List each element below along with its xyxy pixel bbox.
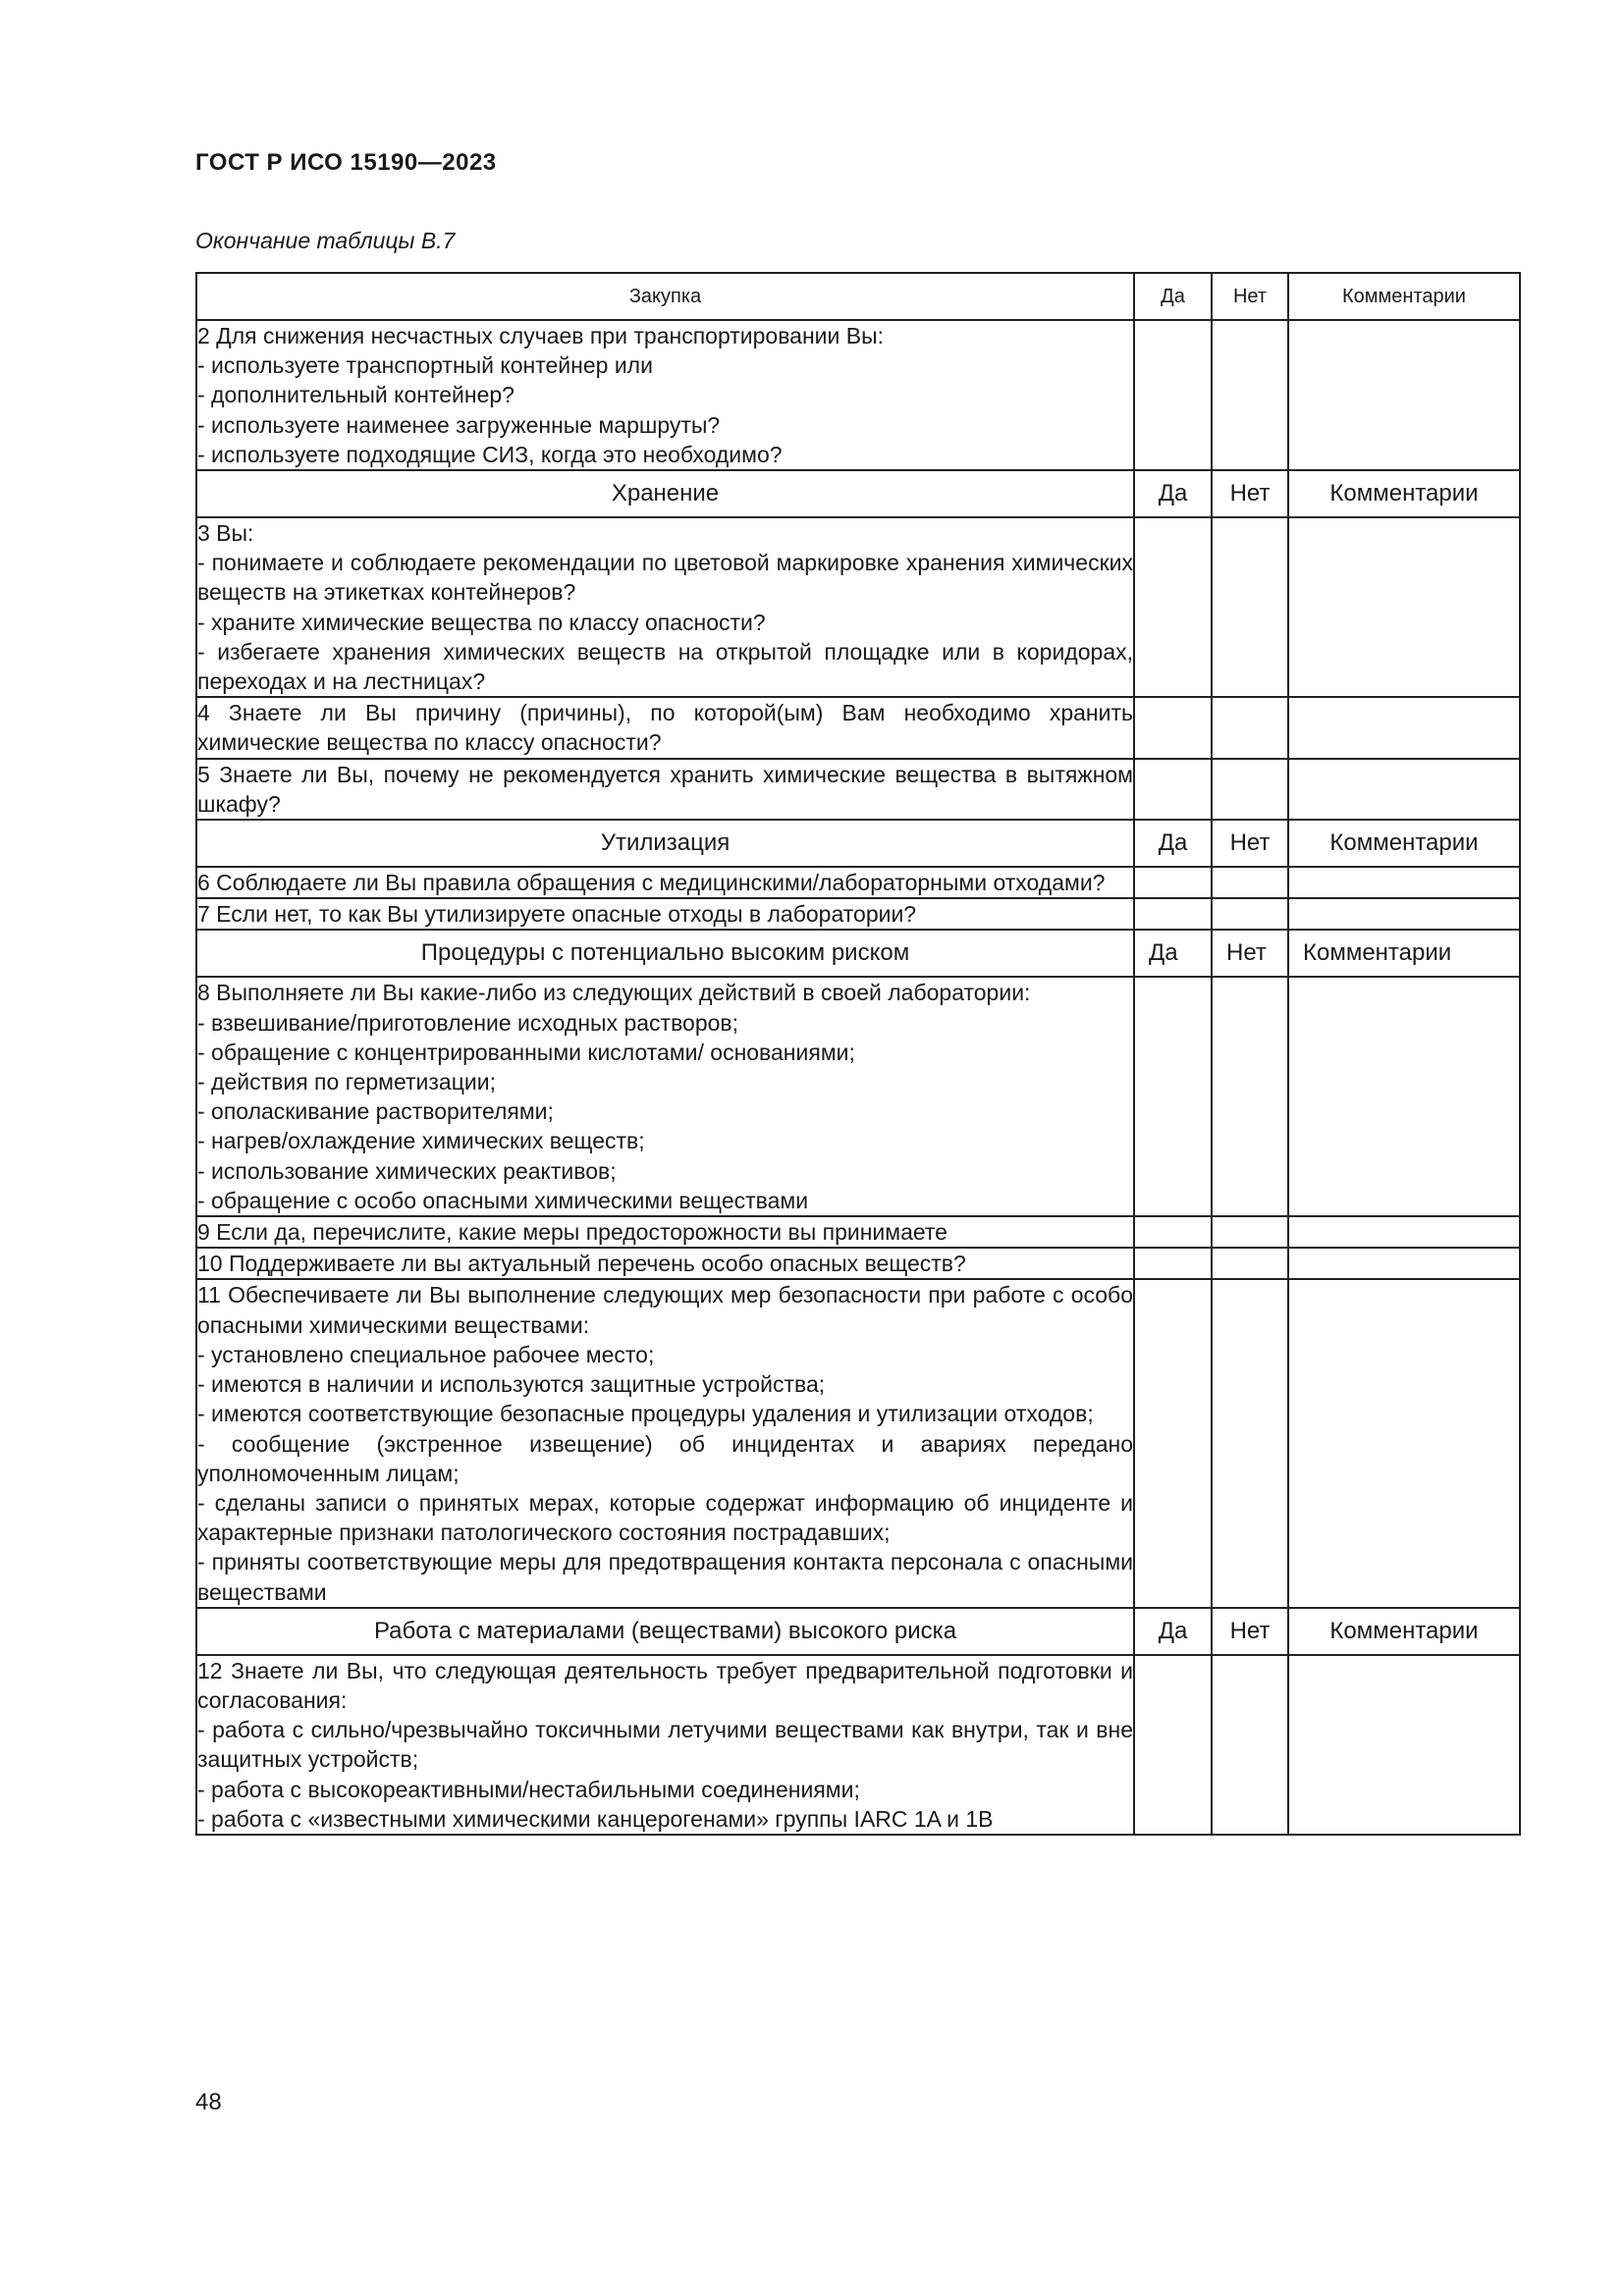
question-line: - обращение с особо опасными химическими веществами [197, 1187, 809, 1213]
answer-no-cell[interactable] [1212, 1216, 1288, 1248]
question-line: - храните химические вещества по классу опасности? [197, 609, 766, 635]
table-row [196, 1248, 1520, 1279]
answer-yes-cell[interactable] [1134, 1279, 1212, 1607]
question-line: - работа с сильно/чрезвычайно токсичными летучими веществами как внутри, так и вне защитных устройств; [197, 1717, 1133, 1773]
column-yes-header: Да [1134, 1608, 1212, 1655]
column-yes-header: Да [1134, 820, 1212, 867]
section-title: Хранение [196, 470, 1134, 517]
question-line: - работа с высокореактивными/нестабильными соединениями; [197, 1776, 860, 1802]
question-line: - сделаны записи о принятых мерах, которые содержат информацию об инциденте и характерные признаки патологического состояния пострадавших; [197, 1489, 1133, 1546]
table-row [196, 977, 1520, 1216]
question-cell [196, 697, 1134, 758]
checklist-table [195, 272, 1521, 1836]
answer-no-cell[interactable] [1212, 517, 1288, 697]
section-title: Утилизация [196, 820, 1134, 867]
answer-yes-cell[interactable] [1134, 977, 1212, 1216]
comment-cell[interactable] [1288, 320, 1520, 470]
section-header-row [196, 820, 1520, 867]
section-title: Закупка [196, 273, 1134, 320]
comment-cell[interactable] [1288, 1279, 1520, 1607]
column-comments-header: Комментарии [1288, 930, 1520, 977]
answer-no-cell[interactable] [1212, 320, 1288, 470]
question-line: 4 Знаете ли Вы причину (причины), по которой(ым) Вам необходимо хранить химические вещества по классу опасности? [197, 700, 1133, 756]
column-comments-header: Комментарии [1288, 470, 1520, 517]
question-line: - дополнительный контейнер? [197, 382, 514, 408]
question-cell [196, 977, 1134, 1216]
table-row [196, 867, 1520, 898]
question-cell [196, 320, 1134, 470]
document-header: ГОСТ Р ИСО 15190—2023 [195, 149, 497, 176]
section-header-row [196, 470, 1520, 517]
section-header-row [196, 930, 1520, 977]
column-no-header: Нет [1212, 930, 1288, 977]
answer-no-cell[interactable] [1212, 1655, 1288, 1835]
question-line: - ополаскивание растворителями; [197, 1098, 554, 1125]
section-header-row [196, 1608, 1520, 1655]
question-line: - приняты соответствующие меры для предотвращения контакта персонала с опасными веществами [197, 1549, 1133, 1605]
comment-cell[interactable] [1288, 697, 1520, 758]
column-comments-header: Комментарии [1288, 1608, 1520, 1655]
table-row [196, 697, 1520, 758]
question-line: - используете наименее загруженные маршруты? [197, 411, 721, 438]
question-line: - установлено специальное рабочее место; [197, 1341, 655, 1367]
question-line: 10 Поддерживаете ли вы актуальный перечень особо опасных веществ? [197, 1251, 966, 1277]
column-yes-header: Да [1134, 470, 1212, 517]
question-cell [196, 517, 1134, 697]
question-line: - понимаете и соблюдаете рекомендации по цветовой маркировке хранения химических веществ на этикетках контейнеров? [197, 550, 1133, 606]
question-cell [196, 1279, 1134, 1607]
answer-yes-cell[interactable] [1134, 759, 1212, 820]
comment-cell[interactable] [1288, 517, 1520, 697]
column-no-header: Нет [1212, 273, 1288, 320]
comment-cell[interactable] [1288, 977, 1520, 1216]
question-line: 11 Обеспечиваете ли Вы выполнение следующих мер безопасности при работе с особо опасными химическими веществами: [197, 1282, 1133, 1338]
question-line: - сообщение (экстренное извещение) об инцидентах и авариях передано уполномоченным лицам; [197, 1430, 1133, 1486]
column-comments-header: Комментарии [1288, 273, 1520, 320]
comment-cell[interactable] [1288, 1216, 1520, 1248]
question-line: - взвешивание/приготовление исходных растворов; [197, 1009, 739, 1036]
comment-cell[interactable] [1288, 1248, 1520, 1279]
question-line: - обращение с концентрированными кислотами/ основаниями; [197, 1039, 855, 1065]
question-cell [196, 898, 1134, 930]
question-line: 7 Если нет, то как Вы утилизируете опасные отходы в лаборатории? [197, 901, 917, 928]
table-row [196, 1279, 1520, 1607]
section-title: Работа с материалами (веществами) высокого риска [196, 1608, 1134, 1655]
answer-yes-cell[interactable] [1134, 517, 1212, 697]
comment-cell[interactable] [1288, 898, 1520, 930]
column-yes-header: Да [1134, 273, 1212, 320]
page-number: 48 [195, 2089, 222, 2115]
table-row [196, 1216, 1520, 1248]
comment-cell[interactable] [1288, 1655, 1520, 1835]
answer-yes-cell[interactable] [1134, 1248, 1212, 1279]
table-row [196, 1655, 1520, 1835]
question-line: 8 Выполняете ли Вы какие-либо из следующих действий в своей лаборатории: [197, 980, 1031, 1006]
column-no-header: Нет [1212, 470, 1288, 517]
table-row [196, 898, 1520, 930]
answer-no-cell[interactable] [1212, 759, 1288, 820]
answer-no-cell[interactable] [1212, 697, 1288, 758]
question-line: 12 Знаете ли Вы, что следующая деятельность требует предварительной подготовки и согласования: [197, 1657, 1133, 1713]
answer-no-cell[interactable] [1212, 977, 1288, 1216]
answer-no-cell[interactable] [1212, 867, 1288, 898]
question-line: - используете подходящие СИЗ, когда это необходимо? [197, 441, 783, 467]
question-cell [196, 759, 1134, 820]
question-cell [196, 1216, 1134, 1248]
table-caption: Окончание таблицы В.7 [195, 228, 456, 253]
answer-no-cell[interactable] [1212, 1248, 1288, 1279]
table-row [196, 759, 1520, 820]
question-line: - использование химических реактивов; [197, 1157, 617, 1184]
column-comments-header: Комментарии [1288, 820, 1520, 867]
column-no-header: Нет [1212, 820, 1288, 867]
question-cell [196, 867, 1134, 898]
answer-yes-cell[interactable] [1134, 1216, 1212, 1248]
question-line: 2 Для снижения несчастных случаев при транспортировании Вы: [197, 323, 885, 348]
answer-yes-cell[interactable] [1134, 320, 1212, 470]
question-line: 5 Знаете ли Вы, почему не рекомендуется хранить химические вещества в вытяжном шкафу? [197, 761, 1133, 817]
answer-no-cell[interactable] [1212, 898, 1288, 930]
column-yes-header: Да [1134, 930, 1212, 977]
question-line: - нагрев/охлаждение химических веществ; [197, 1128, 645, 1154]
table-row [196, 320, 1520, 470]
question-line: - используете транспортный контейнер или [197, 352, 653, 379]
answer-yes-cell[interactable] [1134, 1655, 1212, 1835]
answer-yes-cell[interactable] [1134, 867, 1212, 898]
question-line: 3 Вы: [197, 520, 254, 547]
question-line: - имеются в наличии и используются защитные устройства; [197, 1371, 826, 1398]
answer-yes-cell[interactable] [1134, 697, 1212, 758]
answer-yes-cell[interactable] [1134, 898, 1212, 930]
table-row [196, 517, 1520, 697]
column-no-header: Нет [1212, 1608, 1288, 1655]
question-cell [196, 1248, 1134, 1279]
question-line: - избегаете хранения химических веществ на открытой площадке или в коридорах, переходах и на лестницах? [197, 638, 1133, 695]
comment-cell[interactable] [1288, 759, 1520, 820]
question-line: 6 Соблюдаете ли Вы правила обращения с медицинскими/лабораторными отходами? [197, 870, 1106, 896]
question-cell [196, 1655, 1134, 1835]
question-line: - работа с «известными химическими канцерогенами» группы IARC 1A и 1B [197, 1805, 994, 1832]
answer-no-cell[interactable] [1212, 1279, 1288, 1607]
question-line: - действия по герметизации; [197, 1069, 496, 1095]
question-line: 9 Если да, перечислите, какие меры предосторожности вы принимаете [197, 1219, 947, 1246]
section-title: Процедуры с потенциально высоким риском [196, 930, 1134, 977]
question-line: - имеются соответствующие безопасные процедуры удаления и утилизации отходов; [197, 1401, 1094, 1427]
comment-cell[interactable] [1288, 867, 1520, 898]
section-header-row [196, 273, 1520, 320]
